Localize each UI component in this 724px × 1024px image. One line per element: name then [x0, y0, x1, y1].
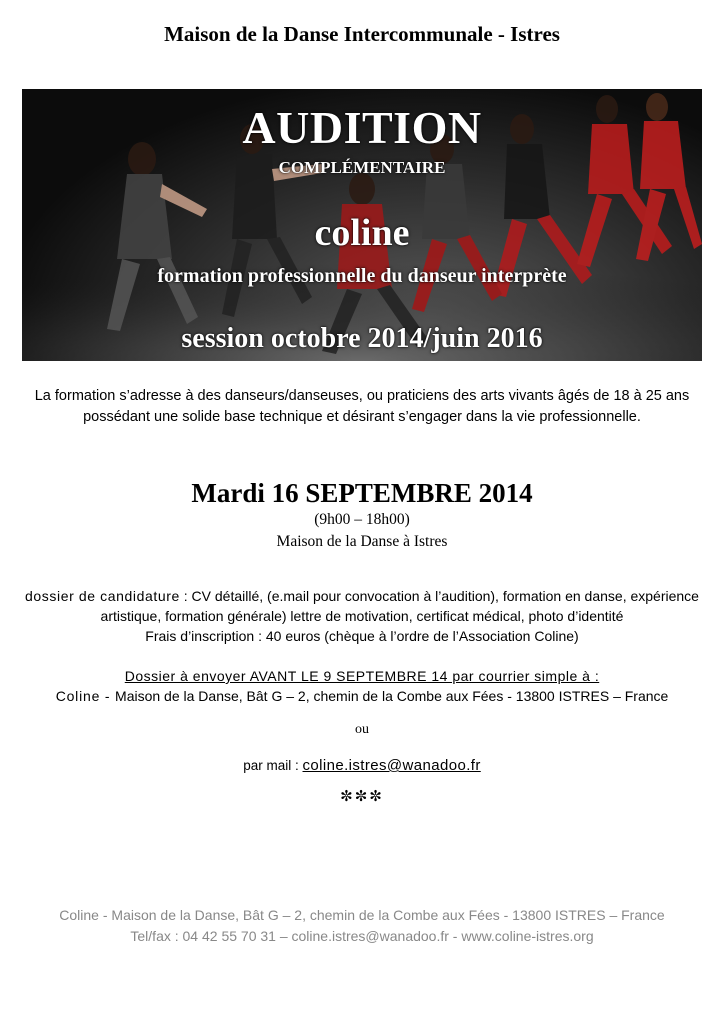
audition-date: Mardi 16 SEPTEMBRE 2014 [191, 478, 533, 508]
page-footer [0, 905, 724, 947]
coline-title: coline [314, 212, 410, 254]
dossier-fees: Frais d’inscription : 40 euros (chèque à l’ordre de l’Association Coline) [145, 628, 579, 644]
mail-prefix: par mail : [243, 758, 303, 773]
audition-place: Maison de la Danse à Istres [276, 533, 448, 550]
audition-subtitle: COMPLÉMENTAIRE [278, 158, 446, 177]
deadline-text: Dossier à envoyer AVANT LE 9 SEPTEMBRE 14 par courrier simple à : [124, 668, 600, 684]
send-org: Coline - [55, 688, 116, 704]
audition-title: AUDITION [242, 102, 482, 153]
send-section [10, 666, 714, 706]
send-address: Maison de la Danse, Bât G – 2, chemin de la Combe aux Fées - 13800 ISTRES – France [115, 688, 669, 704]
formation-title: formation professionnelle du danseur interprète [157, 265, 567, 287]
dossier-label: dossier de candidature [25, 588, 180, 604]
footer-address: Coline - Maison de la Danse, Bât G – 2, chemin de la Combe aux Fées - 13800 ISTRES – France [59, 907, 665, 923]
audition-hours: (9h00 – 18h00) [314, 511, 410, 528]
audition-banner [22, 89, 702, 361]
or-text: ou [355, 722, 369, 737]
session-title: session octobre 2014/juin 2016 [181, 323, 543, 354]
stars-divider: ✼✼✼ [340, 789, 384, 805]
dossier-details: : CV détaillé, (e.mail pour convocation à l’audition), formation en danse, expérience artistique, formation générale) lettre de motivation, certificat médical, photo d’identité [100, 588, 699, 624]
email-link[interactable]: coline.istres@wanadoo.fr [302, 757, 481, 774]
page-header: Maison de la Danse Intercommunale - Istres [164, 22, 560, 46]
dossier-section [20, 586, 704, 646]
footer-contact: Tel/fax : 04 42 55 70 31 – coline.istres@wanadoo.fr - www.coline-istres.org [130, 928, 594, 944]
intro-paragraph: La formation s’adresse à des danseurs/danseuses, ou praticiens des arts vivants âgés de 18 à 25 ans possédant une solide base technique et désirant s’engager dans la vie professionnelle. [34, 388, 690, 425]
mail-line [0, 757, 724, 774]
